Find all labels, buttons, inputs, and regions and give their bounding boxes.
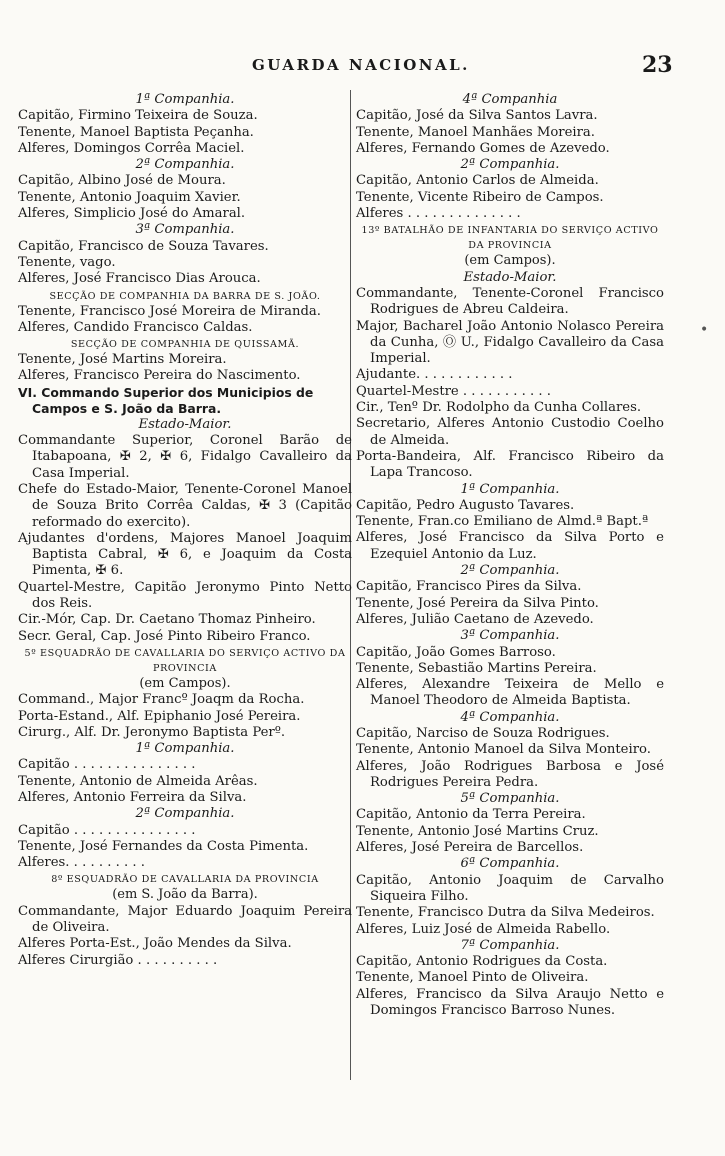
section-heading: 3ª Companhia.	[135, 222, 235, 238]
roster-entry: Porta-Bandeira, Alf. Francisco Ribeiro da Lapa Trancoso.	[356, 448, 664, 481]
roster-entry: Tenente, Vicente Ribeiro de Campos.	[356, 189, 604, 205]
roster-entry: Capitão, Antonio da Terra Pereira.	[356, 807, 586, 823]
roster-entry: Tenente, José Pereira da Silva Pinto.	[356, 595, 599, 611]
roster-entry: Alferes . . . . . . . . . . . . . .	[356, 206, 521, 222]
roster-entry: Tenente, Fran.co Emiliano de Almd.ª Bapt.ª	[356, 514, 649, 530]
roster-entry: Alferes, Antonio Ferreira da Silva.	[18, 789, 247, 805]
section-heading: 1ª Companhia.	[460, 481, 560, 497]
roster-entry: Alferes, Francisco Pereira do Nascimento.	[18, 368, 301, 384]
roster-entry: Ajudante. . . . . . . . . . . .	[356, 367, 513, 383]
page-header	[0, 52, 725, 82]
section-heading: Estado-Maior.	[463, 269, 557, 285]
print-mark: •	[700, 322, 709, 338]
roster-entry: Secr. Geral, Cap. José Pinto Ribeiro Franco.	[18, 628, 311, 644]
roster-entry: Tenente, Francisco José Moreira de Miranda.	[18, 303, 321, 319]
roster-entry: Tenente, Antonio José Martins Cruz.	[356, 823, 599, 839]
roster-entry: Commandante, Tenente-Coronel Francisco Rodrigues de Abreu Caldeira.	[356, 285, 664, 318]
roster-entry: Tenente, Manoel Pinto de Oliveira.	[356, 970, 589, 986]
roster-entry: Secretario, Alferes Antonio Custodio Coelho de Almeida.	[356, 416, 664, 448]
unit-location: (em Campos).	[464, 253, 556, 269]
roster-entry: Capitão, José da Silva Santos Lavra.	[356, 108, 598, 124]
running-title: GUARDA NACIONAL.	[252, 56, 470, 74]
section-heading: 1ª Companhia.	[135, 741, 235, 757]
roster-entry: Cirurg., Alf. Dr. Jeronymo Baptista Perº.	[18, 724, 286, 740]
roster-entry: Tenente, Sebastião Martins Pereira.	[356, 660, 597, 676]
section-heading: 2ª Companhia.	[460, 563, 560, 579]
roster-entry: Alferes, Julião Caetano de Azevedo.	[356, 611, 594, 627]
section-heading: 3ª Companhia.	[460, 628, 560, 644]
unit-heading: 8º ESQUADRÃO DE CAVALLARIA DA PROVINCIA	[51, 874, 319, 886]
roster-entry: Tenente, Manoel Baptista Peçanha.	[18, 124, 254, 140]
unit-heading: SECÇÃO DE COMPANHIA DE QUISSAMÃ.	[70, 339, 300, 351]
roster-entry: Alferes, Simplicio José do Amaral.	[18, 206, 246, 222]
unit-heading: 13º BATALHÃO DE INFANTARIA DO SERVIÇO ACTIVO DA PROVINCIA	[361, 225, 659, 252]
roster-entry: Alferes, José Francisco Dias Arouca.	[18, 271, 261, 287]
section-heading: 4ª Companhia	[462, 92, 558, 107]
roster-entry: Tenente, Manoel Manhães Moreira.	[356, 124, 595, 140]
section-heading: 4ª Companhia.	[460, 709, 560, 725]
roster-entry: Capitão . . . . . . . . . . . . . . .	[18, 757, 196, 773]
roster-entry: Capitão . . . . . . . . . . . . . . .	[18, 822, 196, 838]
roster-entry: Quartel-Mestre, Capitão Jeronymo Pinto Netto dos Reis.	[18, 579, 352, 612]
roster-entry: Capitão, Antonio Rodrigues da Costa.	[356, 954, 608, 970]
roster-entry: Alferes, José Francisco da Silva Porto e Ezequiel Antonio da Luz.	[356, 530, 664, 562]
roster-entry: Cir., Tenº Dr. Rodolpho da Cunha Collares.	[356, 400, 642, 416]
roster-entry: Tenente, Francisco Dutra da Silva Medeiros.	[356, 905, 655, 921]
roster-entry: Command., Major Francº Joaqm da Rocha.	[18, 692, 305, 708]
roster-entry: Porta-Estand., Alf. Epiphanio José Pereira.	[18, 708, 301, 724]
roster-entry: Cir.-Mór, Cap. Dr. Caetano Thomaz Pinheiro.	[18, 612, 316, 628]
roster-entry: Alferes, Candido Francisco Caldas.	[18, 319, 253, 335]
roster-entry: Alferes. . . . . . . . . .	[18, 855, 145, 871]
roster-entry: Capitão, Narciso de Souza Rodrigues.	[356, 725, 610, 741]
roster-entry: Capitão, Francisco Pires da Silva.	[356, 579, 582, 595]
right-column	[356, 92, 664, 1019]
section-heading: Estado-Maior.	[138, 416, 232, 432]
roster-entry: Commandante, Major Eduardo Joaquim Pereira de Oliveira.	[18, 903, 352, 936]
roster-entry: Alferes Cirurgião . . . . . . . . . .	[18, 952, 218, 968]
roster-entry: Tenente, José Fernandes da Costa Pimenta.	[18, 838, 309, 854]
section-heading: 6ª Companhia.	[460, 856, 560, 872]
roster-entry: Alferes, Fernando Gomes de Azevedo.	[356, 140, 610, 156]
roster-entry: Tenente, vago.	[18, 254, 116, 270]
section-heading: 2ª Companhia.	[135, 806, 235, 822]
roster-entry: Alferes Porta-Est., João Mendes da Silva.	[18, 936, 292, 952]
section-heading: 5ª Companhia.	[460, 791, 560, 807]
section-heading: 1ª Companhia.	[135, 92, 235, 107]
left-column	[18, 92, 352, 969]
roster-entry: Tenente, Antonio de Almeida Arêas.	[18, 773, 258, 789]
section-heading: 2ª Companhia.	[135, 157, 235, 173]
roster-entry: Capitão, Pedro Augusto Tavares.	[356, 497, 575, 513]
roster-entry: Commandante Superior, Coronel Barão de Itabapoana, ✠ 2, ✠ 6, Fidalgo Cavalleiro da Casa Imperial.	[18, 433, 352, 481]
roster-entry: Alferes, Francisco da Silva Araujo Netto e Domingos Francisco Barroso Nunes.	[356, 986, 664, 1019]
roster-entry: Capitão, Antonio Carlos de Almeida.	[356, 173, 599, 189]
roster-entry: Quartel-Mestre . . . . . . . . . . .	[356, 383, 551, 399]
roster-entry: Tenente, Antonio Manoel da Silva Monteiro.	[356, 742, 651, 758]
unit-heading: 5º ESQUADRÃO DE CAVALLARIA DO SERVIÇO ACTIVO DA PROVINCIA	[24, 647, 346, 674]
roster-entry: Alferes, Domingos Corrêa Maciel.	[18, 140, 245, 156]
roster-entry: Capitão, Antonio Joaquim de Carvalho Siqueira Filho.	[356, 872, 664, 904]
roster-entry: Alferes, José Pereira de Barcellos.	[356, 840, 584, 856]
unit-location: (em Campos).	[139, 675, 231, 691]
roster-entry: Alferes, João Rodrigues Barbosa e José Rodrigues Pereira Pedra.	[356, 758, 664, 790]
roster-entry: Tenente, José Martins Moreira.	[18, 352, 227, 368]
roster-entry: Alferes, Alexandre Teixeira de Mello e Manoel Theodoro de Almeida Baptista.	[356, 677, 664, 709]
roster-entry: Capitão, Albino José de Moura.	[18, 173, 226, 189]
section-heading: 2ª Companhia.	[460, 157, 560, 173]
roster-entry: Capitão, Francisco de Souza Tavares.	[18, 238, 269, 254]
roster-entry: Major, Bacharel João Antonio Nolasco Pereira da Cunha, Ⓞ U., Fidalgo Cavalleiro da Casa Imperial.	[356, 318, 664, 367]
unit-heading: SECÇÃO DE COMPANHIA DA BARRA DE S. JOÃO.	[49, 290, 321, 302]
section-heading: 7ª Companhia.	[460, 937, 560, 953]
roster-entry: Capitão, João Gomes Barroso.	[356, 644, 556, 660]
unit-location: (em S. João da Barra).	[112, 887, 258, 903]
roster-entry: Chefe do Estado-Maior, Tenente-Coronel Manoel de Souza Brito Corrêa Caldas, ✠ 3 (Capitão reformado do exercito).	[18, 481, 352, 530]
roster-entry: Capitão, Firmino Teixeira de Souza.	[18, 108, 258, 124]
page-number: 23	[642, 52, 673, 78]
roster-entry: Ajudantes d'ordens, Majores Manoel Joaquim Baptista Cabral, ✠ 6, e Joaquim da Costa Pimenta, ✠ 6.	[18, 530, 352, 579]
roster-entry: Alferes, Luiz José de Almeida Rabello.	[356, 921, 611, 937]
roster-entry: Tenente, Antonio Joaquim Xavier.	[18, 189, 241, 205]
command-heading: VI. Commando Superior dos Municipios de Campos e S. João da Barra.	[18, 384, 314, 416]
